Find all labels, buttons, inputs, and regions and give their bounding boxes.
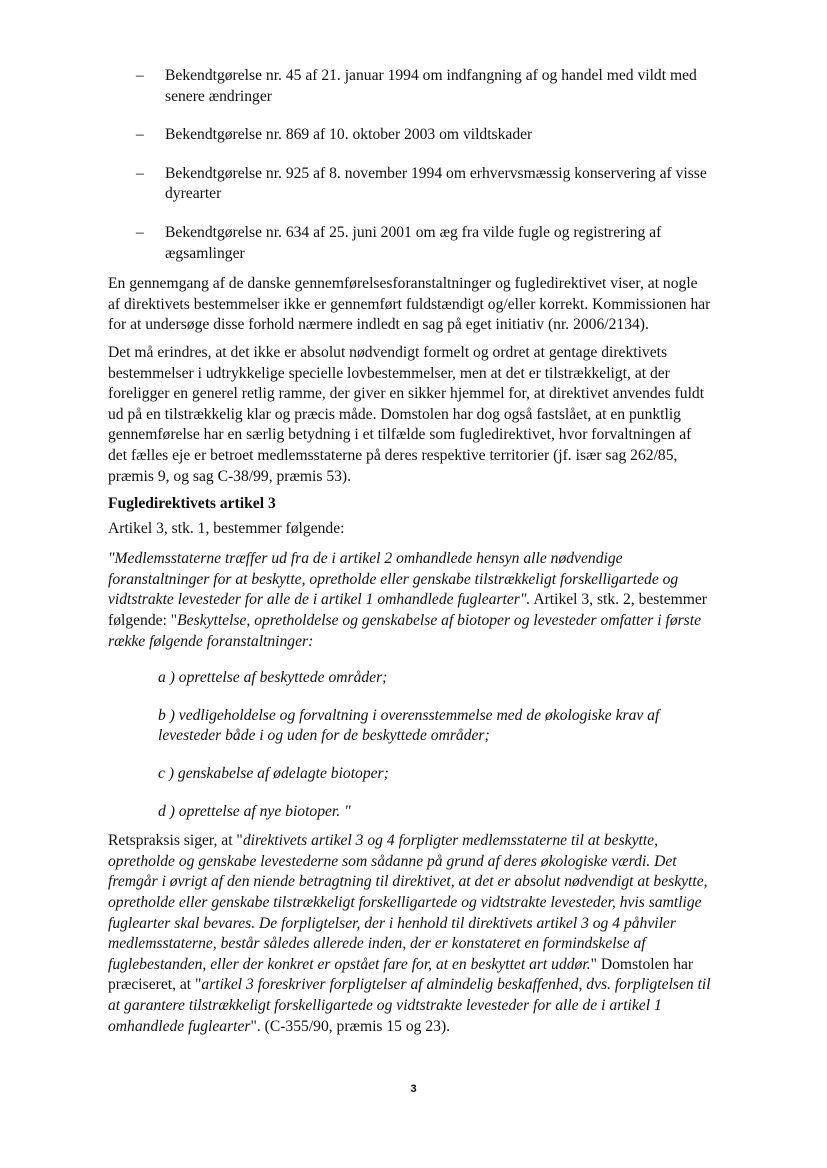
article-3-2-quote: Beskyttelse, opretholdelse og genskabelse af biotoper og levesteder omfatter i første række følgende foranstaltninger:: [108, 612, 702, 650]
article-intro: Artikel 3, stk. 1, bestemmer følgende:: [108, 519, 345, 537]
paragraph-legal-framework: Det må erindres, at det ikke er absolut nødvendigt formelt og ordret at gentage direktivets bestemmelser i udtrykkelige specielle lovbestemmelser, men at det er tilstrækkeligt, at der foreligger en generel retlig ramme, der giver en sikker hjemmel for, at direktivet anvendes fuldt ud på en tilstrækkelig klar og præcis måde. Domstolen har dog også fastslået, at en punktlig gennemførelse har en særlig betydning i et tilfælde som fugledirektivet, hvor forvaltningen af det fælles eje er betroet medlemsstaterne på deres respektive territorier (jf. især sag 262/85, præmis 9, og sag C-38/99, præmis 53).: [108, 343, 705, 485]
case-law-mid: " Domstolen har præciseret, at ": [108, 955, 694, 994]
list-item-text: Bekendtgørelse nr. 634 af 25. juni 2001 om æg fra vilde fugle og registrering af ægsamlinger: [165, 223, 662, 262]
measure-item: a ) oprettelse af beskyttede områder;: [158, 669, 388, 687]
list-item-text: Bekendtgørelse nr. 925 af 8. november 1994 om erhvervsmæssig konservering af visse dyrearter: [165, 164, 707, 203]
list-item: [108, 164, 713, 205]
list-item: [108, 66, 713, 107]
bullet-dash: –: [136, 223, 144, 241]
section-heading: Fugledirektivets artikel 3: [108, 495, 276, 513]
list-item: [108, 223, 713, 264]
page-number: 3: [410, 1083, 417, 1095]
article-3-quote: [108, 549, 713, 652]
paragraph-transposition-review: En gennemgang af de danske gennemførelsesforanstaltninger og fugledirektivet viser, at nogle af direktivets bestemmelser ikke er gennemført fuldstændigt og/eller korrekt. Kommissionen har for at undersøge disse forhold nærmere indledt en sag på eget initiativ (nr. 2006/2134).: [108, 275, 711, 334]
bullet-dash: –: [136, 126, 144, 144]
measure-item: d ) oprettelse af nye biotoper. ": [158, 802, 351, 820]
article-3-1-quote: "Medlemsstaterne træffer ud fra de i artikel 2 omhandlede hensyn alle nødvendige foranstaltninger for at beskytte, opretholde eller genskabe tilstrækkeligt forskelligartede og vidtstrakte levesteder for alle de i artikel 1 omhandlede fuglearter".: [108, 550, 679, 609]
bullet-dash: –: [136, 164, 144, 182]
page-body: [108, 66, 713, 1044]
list-item: [108, 125, 713, 146]
case-law-quote-2: artikel 3 foreskriver forpligtelser af almindelig beskaffenhed, dvs. forpligtelsen til at garantere tilstrækkeligt forskelligartede og vidtstrakte levesteder for alle de i artikel 1 omhandlede fuglearter: [108, 976, 711, 1035]
case-law-citation: ". (C-355/90, præmis 15 og 23).: [250, 1017, 451, 1035]
bullet-dash: –: [136, 67, 144, 84]
case-law-quote-1: direktivets artikel 3 og 4 forpligter medlemsstaterne til at beskytte, opretholde og genskabe levestederne som sådanne på grund af deres økologiske værdi. Det fremgår i øvrigt af den niende betragtning til direktivet, at det er absolut nødvendigt at beskytte, opretholde eller genskabe tilstrækkeligt forskelligartede og vidtstrakte levesteder, hvis samtlige fuglearter skal bevares. De forpligtelser, der i henhold til direktivets artikel 3 og 4 påhviler medlemsstaterne, består således allerede inden, der er konstateret en formindskelse af fuglebestanden, eller der konkret er opstået fare for, at en beskyttet art uddør.: [108, 832, 708, 973]
measure-item: c ) genskabelse af ødelagte biotoper;: [158, 765, 389, 783]
case-law-paragraph: [108, 831, 713, 1037]
case-law-intro: Retspraksis siger, at ": [108, 832, 243, 850]
article-3-2-intro: Artikel 3, stk. 2, bestemmer følgende: ": [108, 591, 707, 630]
list-item-text: Bekendtgørelse nr. 45 af 21. januar 1994 om indfangning af og handel med vildt med senere ændringer: [165, 67, 697, 105]
list-item-text: Bekendtgørelse nr. 869 af 10. oktober 2003 om vildtskader: [165, 126, 533, 144]
measure-item: b ) vedligeholdelse og forvaltning i overensstemmelse med de økologiske krav af levesteder både i og uden for de beskyttede områder;: [158, 706, 660, 745]
regulation-list: [108, 66, 713, 264]
